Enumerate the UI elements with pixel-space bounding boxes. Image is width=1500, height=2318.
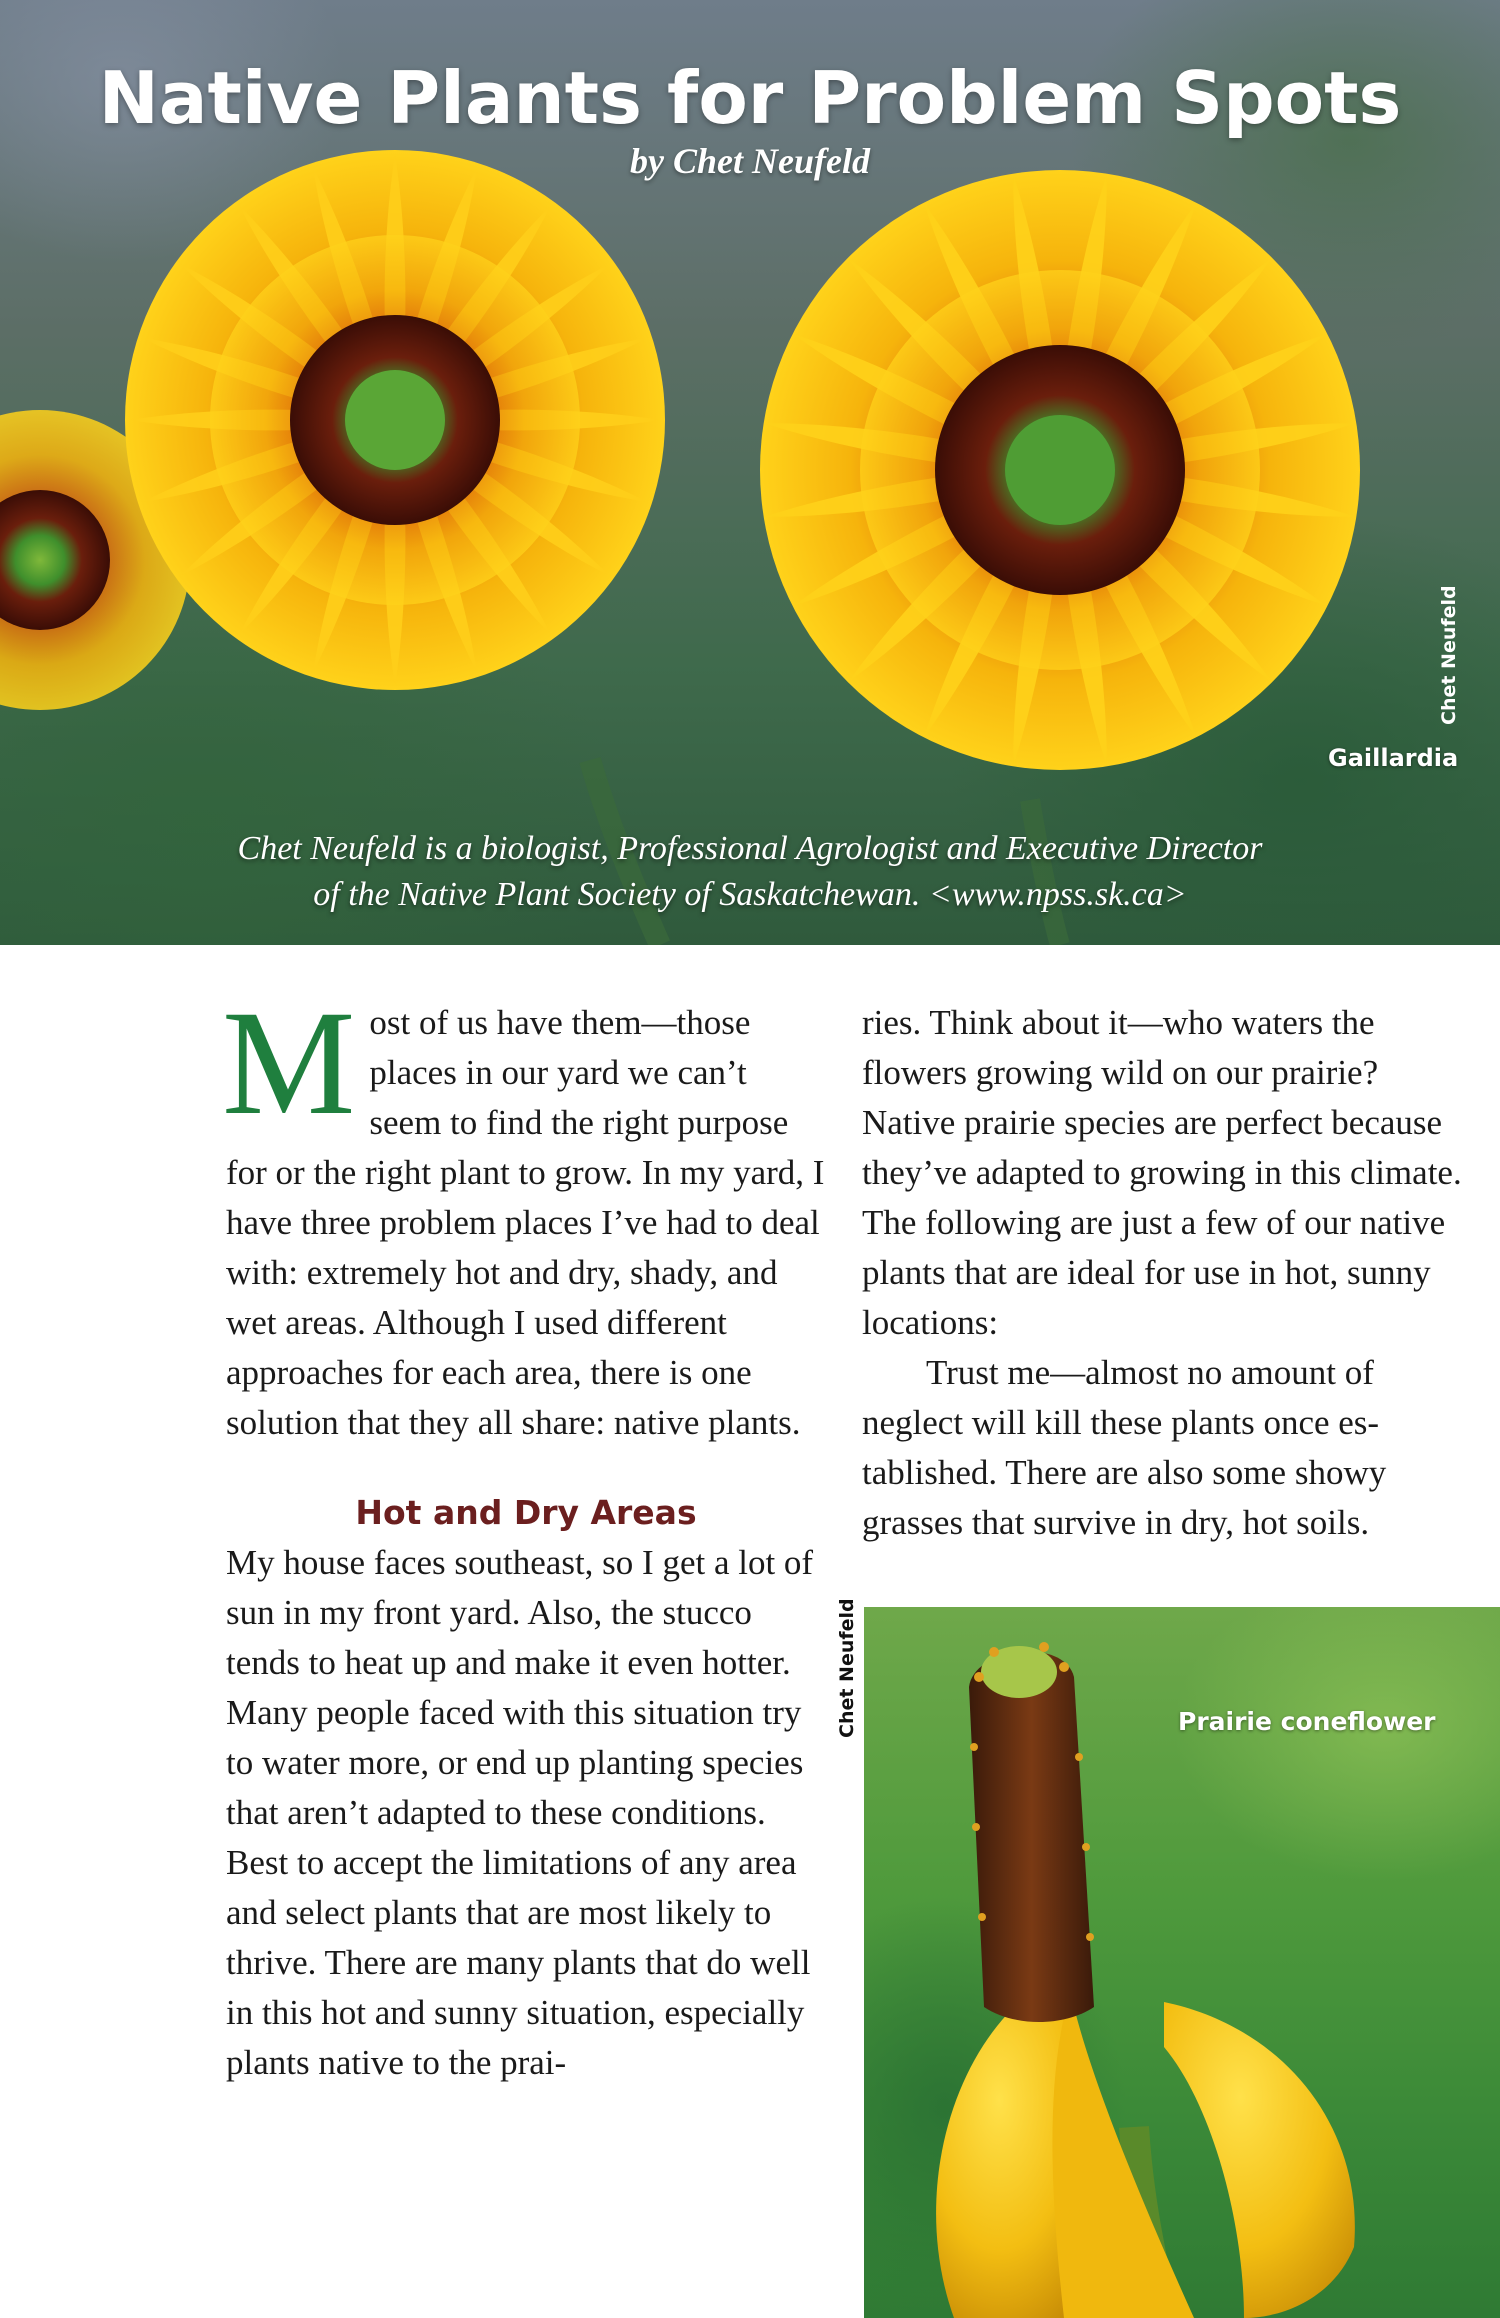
- photo-caption: Prairie coneflower: [1178, 1707, 1436, 1736]
- photo-caption: Gaillardia: [1328, 744, 1459, 772]
- author-bio: [0, 826, 1500, 918]
- body-paragraph: ries. Think about it—who waters the flowers growing wild on our prairie? Native prairie species are perfect because they’ve adapted to growing in this climate. The following are just a few of our native plants that are ideal for use in hot, sunny locations:: [862, 1003, 1462, 1342]
- drop-cap: M: [222, 980, 356, 1146]
- photo-credit: Chet Neufeld: [1438, 585, 1460, 725]
- intro-paragraph: [222, 980, 826, 1448]
- left-column: [222, 980, 826, 2088]
- photo-credit: Chet Neufeld: [836, 1598, 858, 1738]
- author-bio-line: of the Native Plant Society of Saskatchewan. <www.npss.sk.ca>: [313, 876, 1187, 913]
- coneflower-photo: [864, 1607, 1500, 2318]
- intro-text: ost of us have them—those places in our yard we can’t seem to find the right purpose for or the right plant to grow. In my yard, I have three problem places I’ve had to deal with: extremely hot and dry, shady, and wet areas. Although I used different approaches for each area, there is one solution that they all share: native plants.: [226, 1003, 825, 1442]
- body-paragraph: My house faces southeast, so I get a lot of sun in my front yard. Also, the stucco tends to heat up and make it even hotter. Many people faced with this situation try to water more, or end up planting species that aren’t adapted to these conditions. Best to accept the limitations of any area and select plants that are most likely to thrive. There are many plants that do well in this hot and sunny situation, especially plants native to the prai-: [226, 1543, 814, 2082]
- body-paragraph: Trust me—almost no amount of neglect will kill these plants once es-tablished. There are also some showy grasses that survive in dry, hot soils.: [862, 1353, 1387, 1542]
- section-heading: Hot and Dry Areas: [355, 1493, 697, 1532]
- author-bio-line: Chet Neufeld is a biologist, Professional Agrologist and Executive Director: [237, 830, 1263, 867]
- article-title: Native Plants for Problem Spots: [98, 56, 1402, 140]
- hero-photo: [0, 0, 1500, 945]
- byline: by Chet Neufeld: [630, 141, 870, 181]
- right-column: [862, 998, 1462, 1548]
